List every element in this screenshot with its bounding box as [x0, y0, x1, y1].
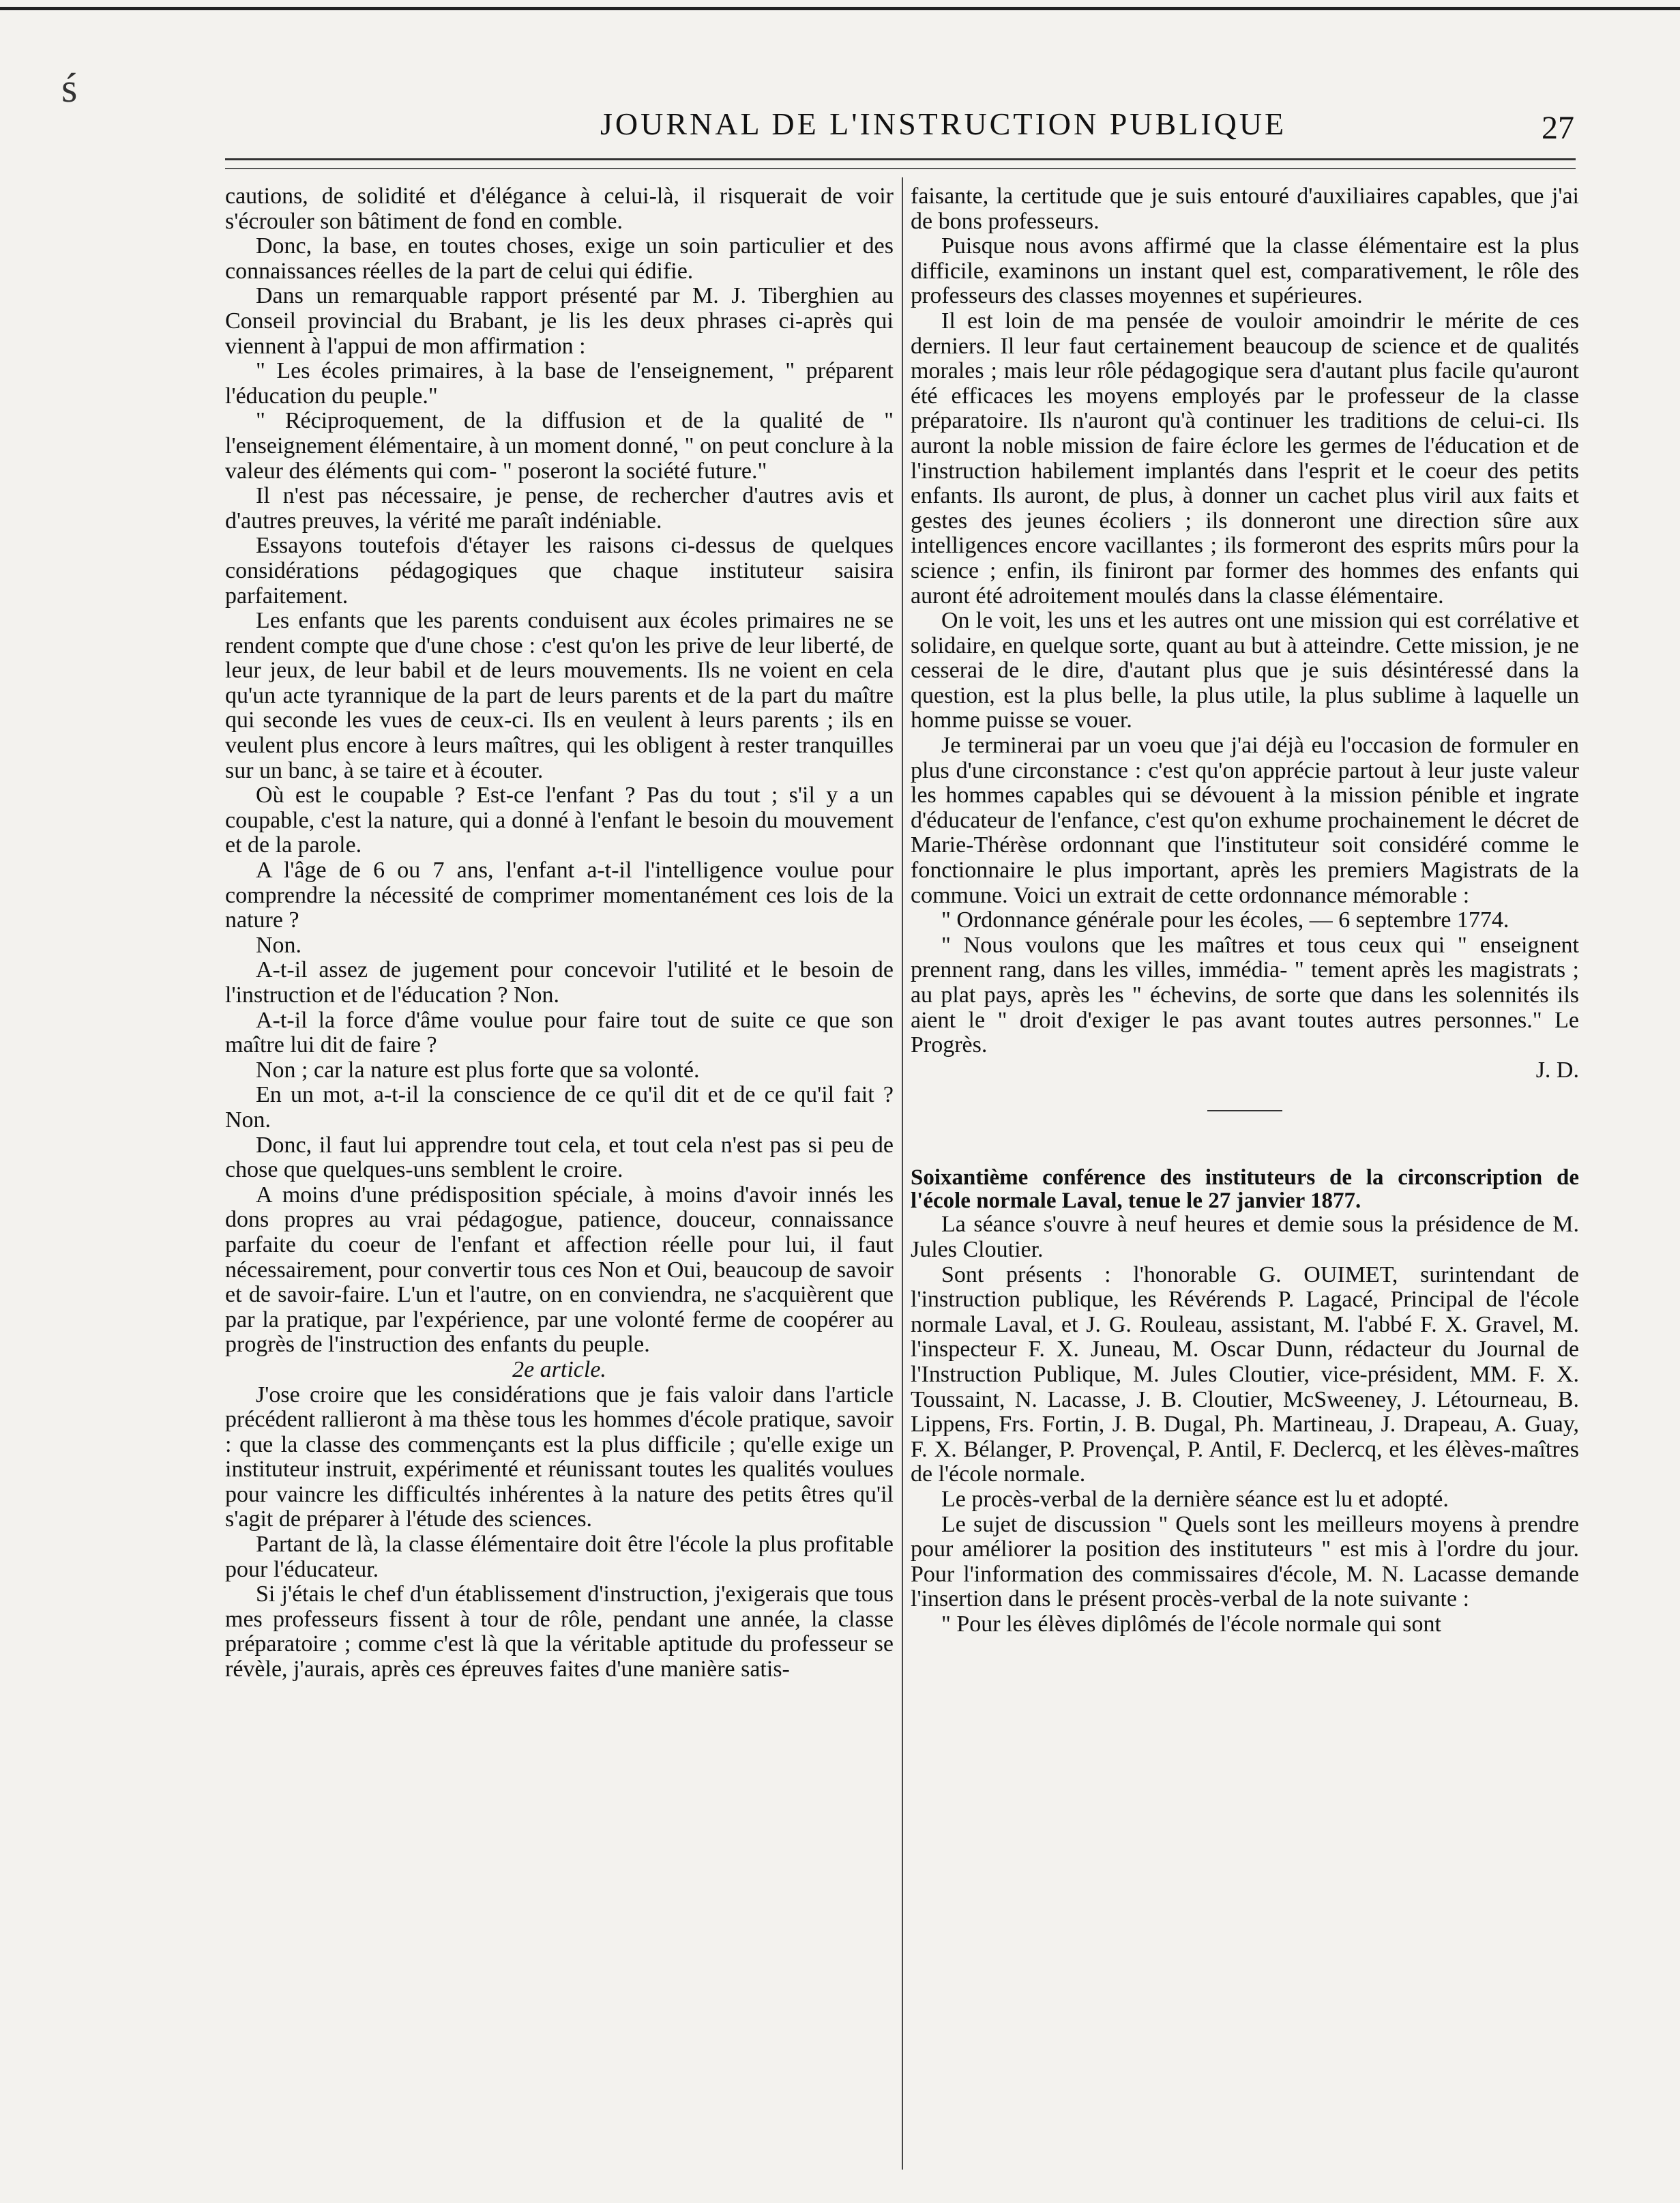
paragraph: Il est loin de ma pensée de vouloir amoindrir le mérite de ces derniers. Il leur faut certainement beaucoup de science et de qualités morales ; mais leur rôle pédagogique sera d'autant plus facile qu'auront été efficaces les moyens employés par le professeur de la classe préparatoire. Ils n'auront qu'à continuer les traditions de celui-ci. Ils auront la noble mission de faire éclore les germes de l'éducation et de l'instruction habilement implantés dans l'esprit et le coeur des petits enfants. Ils auront, de plus, à donner un cachet plus viril aux faits et gestes des jeunes écoliers ; ils donneront une direction sûre aux intelligences encore vacillantes ; ils formeront des esprits mûrs pour la science ; enfin, ils finiront par former des hommes des enfants qui auront été adroitement moulés dans la classe élémentaire.	[911, 308, 1579, 609]
column-divider	[902, 177, 903, 2170]
paragraph: Partant de là, la classe élémentaire doit être l'école la plus profitable pour l'éducateur.	[225, 1532, 894, 1582]
article-subheading: 2e article.	[512, 1356, 606, 1382]
paragraph: A-t-il assez de jugement pour concevoir l'utilité et le besoin de l'instruction et de l'éducation ? Non.	[225, 957, 894, 1008]
quote-paragraph: " Réciproquement, de la diffusion et de la qualité de " l'enseignement élémentaire, à un moment donné, " on peut conclure à la valeur des éléments qui com- " poseront la société future."	[225, 408, 894, 484]
section-title: Soixantième conférence des instituteurs de la circonscription de l'école normale Laval, tenue le 27 janvier 1877.	[911, 1165, 1579, 1214]
paragraph: A l'âge de 6 ou 7 ans, l'enfant a-t-il l'intelligence voulue pour comprendre la nécessité de comprimer momentanément ces lois de la nature ?	[225, 858, 894, 933]
right-column	[911, 184, 1579, 1637]
paragraph: Le procès-verbal de la dernière séance est lu et adopté.	[941, 1486, 1449, 1512]
paragraph: Dans un remarquable rapport présenté par M. J. Tiberghien au Conseil provincial du Brabant, je lis les deux phrases ci-après qui viennent à l'appui de mon affirmation :	[225, 283, 894, 359]
paragraph: Donc, il faut lui apprendre tout cela, et tout cela n'est pas si peu de chose que quelques-uns semblent le croire.	[225, 1132, 894, 1183]
quote-paragraph: " Nous voulons que les maîtres et tous ceux qui " enseignent prennent rang, dans les villes, immédia- " tement après les magistrats ; au plat pays, après les " échevins, de sorte que dans les solennités ils aient le " droit d'exiger le pas avant toutes autres personnes." Le Progrès.	[911, 932, 1579, 1058]
paragraph: En un mot, a-t-il la conscience de ce qu'il dit et de ce qu'il fait ? Non.	[225, 1082, 894, 1133]
paragraph: Il n'est pas nécessaire, je pense, de rechercher d'autres avis et d'autres preuves, la vérité me paraît indéniable.	[225, 483, 894, 534]
section-divider	[1207, 1110, 1282, 1111]
paragraph: Donc, la base, en toutes choses, exige un soin particulier et des connaissances réelles de la part de celui qui édifie.	[225, 233, 894, 284]
paragraph: Les enfants que les parents conduisent aux écoles primaires ne se rendent compte que d'une chose : c'est qu'on les prive de leur liberté, de leur jeux, de leur babil et de leurs mouvements. Ils ne voient en cela qu'un acte tyrannique de la part de leurs parents et de la part du maître qui seconde les vues de ceux-ci. Ils en veulent à leurs parents ; ils en veulent plus encore à leurs maîtres, qui les obligent à rester tranquilles sur un banc, à se taire et à écouter.	[225, 608, 894, 783]
paragraph: Essayons toutefois d'étayer les raisons ci-dessus de quelques considérations pédagogiques que chaque instituteur saisira parfaitement.	[225, 533, 894, 609]
paragraph: Non.	[256, 932, 302, 958]
paragraph: A moins d'une prédisposition spéciale, à moins d'avoir innés les dons propres au vrai pédagogue, patience, douceur, connaissance parfaite du coeur de l'enfant et affection réelle pour lui, il faut nécessairement, pour convertir tous ces Non et Oui, beaucoup de savoir et de savoir-faire. L'un et l'autre, on en conviendra, ne s'acquièrent que par la pratique, par l'expérience, par une volonté ferme de coopérer au progrès de l'instruction des enfants du peuple.	[225, 1182, 894, 1358]
paragraph: faisante, la certitude que je suis entouré d'auxiliaires capables, que j'ai de bons professeurs.	[911, 184, 1579, 234]
paragraph: Non ; car la nature est plus forte que sa volonté.	[256, 1057, 700, 1083]
paragraph: " Pour les élèves diplômés de l'école normale qui sont	[941, 1611, 1441, 1637]
author-signature: J. D.	[1535, 1057, 1579, 1083]
paragraph: J'ose croire que les considérations que je fais valoir dans l'article précédent rallieront à ma thèse tous les hommes d'école pratique, savoir : que la classe des commençants est la plus difficile ; qu'elle exige un instituteur instruit, expérimenté et réunissant toutes les qualités voulues pour vaincre les difficultés inhérentes à la nature des petits êtres qu'il s'agit de préparer à l'étude des sciences.	[225, 1382, 894, 1532]
paragraph: cautions, de solidité et d'élégance à celui-là, il risquerait de voir s'écrouler son bâtiment de fond en comble.	[225, 184, 894, 234]
paragraph: Si j'étais le chef d'un établissement d'instruction, j'exigerais que tous mes professeurs fissent à tour de rôle, pendant une année, la classe préparatoire ; comme c'est là que la véritable aptitude du professeur se révèle, j'aurais, après ces épreuves faites d'une manière satis-	[225, 1581, 894, 1682]
header-rule-thin	[225, 168, 1576, 169]
header-rule	[225, 158, 1576, 160]
paragraph: Le sujet de discussion " Quels sont les meilleurs moyens à prendre pour améliorer la position des instituteurs " est mis à l'ordre du jour. Pour l'information des commissaires d'école, M. N. Lacasse demande l'insertion dans le présent procès-verbal de la note suivante :	[911, 1511, 1579, 1612]
journal-header: JOURNAL DE L'INSTRUCTION PUBLIQUE	[600, 106, 1287, 141]
top-border-rule	[0, 7, 1680, 10]
quote-paragraph: " Les écoles primaires, à la base de l'enseignement, " préparent l'éducation du peuple."	[225, 358, 894, 409]
paragraph: A-t-il la force d'âme voulue pour faire tout de suite ce que son maître lui dit de faire ?	[225, 1007, 894, 1058]
margin-mark: ś	[61, 65, 78, 111]
paragraph: Je terminerai par un voeu que j'ai déjà eu l'occasion de formuler en plus d'une circonstance : c'est qu'on apprécie partout à leur juste valeur les hommes capables qui se dévouent à la mission pénible et ingrate d'éducateur de l'enfance, c'est qu'on exhume prochainement le décret de Marie-Thérèse ordonnant que l'instituteur soit considéré comme le fonctionnaire le plus important, après les premiers Magistrats de la commune. Voici un extrait de cette ordonnance mémorable :	[911, 733, 1579, 908]
paragraph: Puisque nous avons affirmé que la classe élémentaire est la plus difficile, examinons un instant quel est, comparativement, le rôle des professeurs des classes moyennes et supérieures.	[911, 233, 1579, 309]
page-number: 27	[1542, 110, 1574, 146]
left-column	[225, 184, 894, 1682]
paragraph: La séance s'ouvre à neuf heures et demie sous la présidence de M. Jules Cloutier.	[911, 1212, 1579, 1262]
quote-paragraph: " Ordonnance générale pour les écoles, — 6 septembre 1774.	[941, 907, 1509, 933]
paragraph: Sont présents : l'honorable G. OUIMET, surintendant de l'instruction publique, les Révérends P. Lagacé, Principal de l'école normale Laval, et J. G. Rouleau, assistant, M. l'abbé F. X. Gravel, M. l'inspecteur F. X. Juneau, M. Oscar Dunn, rédacteur du Journal de l'Instruction Publique, M. Jules Cloutier, vice-président, MM. F. X. Toussaint, N. Lacasse, J. B. Cloutier, McSweeney, J. Létourneau, B. Lippens, Frs. Fortin, J. B. Dugal, Ph. Martineau, J. Drapeau, A. Guay, F. X. Bélanger, P. Provençal, P. Antil, F. Declercq, et les élèves-maîtres de l'école normale.	[911, 1261, 1579, 1487]
paragraph: On le voit, les uns et les autres ont une mission qui est corrélative et solidaire, en quelque sorte, quant au but à atteindre. Cette mission, je ne cesserai de le dire, d'autant plus que je suis désintéressé dans la question, est la plus belle, la plus utile, la plus sublime à laquelle un homme puisse se vouer.	[911, 608, 1579, 733]
paragraph: Où est le coupable ? Est-ce l'enfant ? Pas du tout ; s'il y a un coupable, c'est la nature, qui a donné à l'enfant le besoin du mouvement et de la parole.	[225, 783, 894, 858]
